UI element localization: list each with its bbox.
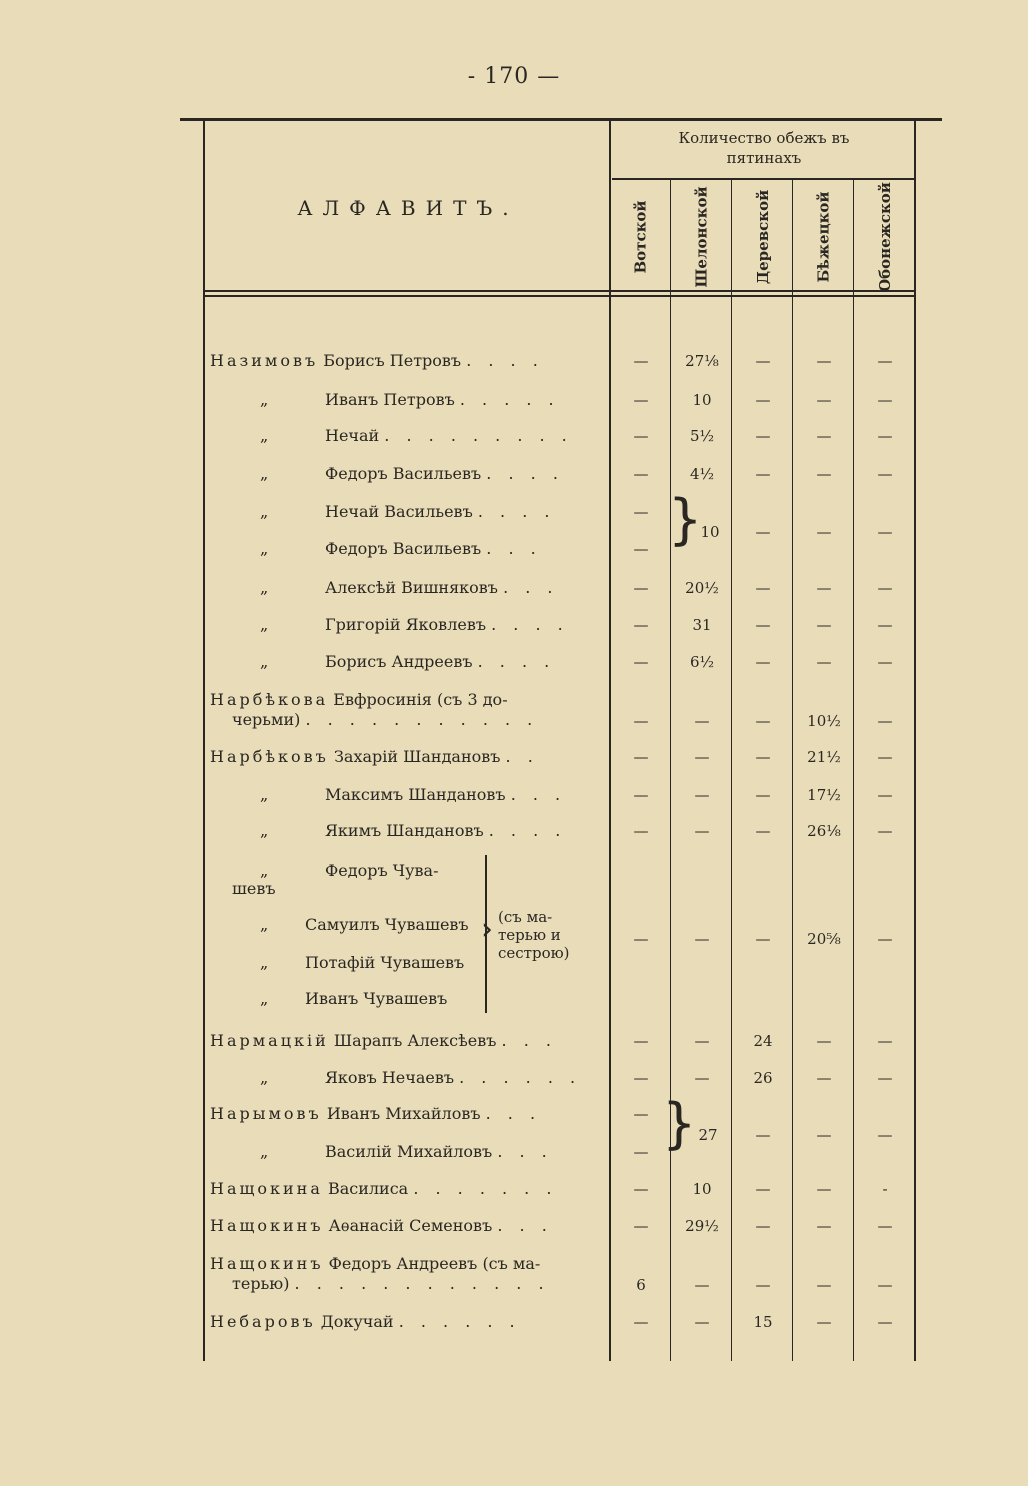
person-name: Назимовъ Борисъ Петровъ . . . .	[210, 351, 544, 370]
cell-votskoy: —	[633, 1217, 649, 1235]
cell-shelonskoy: 29½	[685, 1217, 719, 1235]
cell-shelonskoy: —	[694, 1032, 710, 1050]
person-name: Нарбѣковъ Захарій Шандановъ . .	[210, 747, 539, 766]
cell-derevskoy: —	[755, 1180, 771, 1198]
merged-derevskoy: —	[755, 1126, 771, 1144]
cell-shelonskoy: 31	[692, 616, 712, 634]
merged-derevskoy: —	[755, 523, 771, 541]
person-name: „ Федоръ Чува-	[260, 861, 439, 880]
cell-shelonskoy: 27⅛	[685, 352, 719, 370]
person-name: Нащокинъ Федоръ Андреевъ (съ ма-	[210, 1254, 541, 1273]
cell-obonezhskoy: —	[877, 579, 893, 597]
cell-derevskoy: —	[755, 822, 771, 840]
person-name: „ Потафій Чувашевъ	[260, 953, 465, 972]
cell-derevskoy: —	[755, 1276, 771, 1294]
cell-shelonskoy: 5½	[689, 427, 715, 445]
column-header-obonezhskoy: Обонежской	[876, 182, 894, 292]
table-row	[0, 710, 1028, 740]
table-row	[0, 1067, 1028, 1097]
alphabet-heading: АЛФАВИТЪ.	[297, 196, 519, 220]
cell-votskoy: —	[633, 1180, 649, 1198]
person-name-continuation: терью) . . . . . . . . . . . .	[232, 1274, 550, 1293]
cell-bezhetskoy: 21½	[807, 748, 841, 766]
cell-votskoy: —	[633, 1069, 649, 1087]
person-name: „ Якимъ Шандановъ . . . .	[260, 821, 567, 840]
cell-bezhetskoy: 10½	[807, 712, 841, 730]
cell-derevskoy: —	[755, 465, 771, 483]
cell-derevskoy: —	[755, 712, 771, 730]
cell-derevskoy: —	[755, 352, 771, 370]
cell-derevskoy: —	[755, 616, 771, 634]
cell-bezhetskoy: —	[816, 465, 832, 483]
cell-votskoy: —	[633, 1313, 649, 1331]
cell-votskoy: —	[633, 653, 649, 671]
person-name: „ Федоръ Васильевъ . . .	[260, 539, 542, 558]
top-rule	[180, 118, 942, 121]
cell-obonezhskoy: —	[877, 1069, 893, 1087]
cell-bezhetskoy: —	[816, 1180, 832, 1198]
table-row	[0, 614, 1028, 644]
cell-obonezhskoy: —	[877, 653, 893, 671]
cell-shelonskoy: 20½	[685, 579, 719, 597]
person-name: „ Григорій Яковлевъ . . . .	[260, 615, 569, 634]
table-row	[0, 389, 1028, 419]
cell-votskoy: —	[633, 1105, 649, 1123]
column-header-bezhetskoy: Бѣжецкой	[815, 191, 834, 283]
cell-obonezhskoy: —	[877, 465, 893, 483]
header-bottom-rule-2	[203, 295, 915, 297]
curly-brace-icon: ›	[481, 912, 493, 947]
table-row	[0, 1215, 1028, 1245]
table-row	[0, 746, 1028, 776]
cell-votskoy: —	[633, 352, 649, 370]
cell-derevskoy: 26	[753, 1069, 773, 1087]
cell-bezhetskoy: —	[816, 1217, 832, 1235]
person-name: „ Иванъ Петровъ . . . . .	[260, 390, 560, 409]
cell-votskoy: —	[633, 1032, 649, 1050]
column-header-shelonskoy: Шелонской	[693, 186, 712, 288]
cell-obonezhskoy: —	[877, 427, 893, 445]
table-row	[0, 1274, 1028, 1304]
left-border	[203, 121, 205, 1361]
cell-shelonskoy: —	[694, 1276, 710, 1294]
person-name: Нармацкій Шарапъ Алексѣевъ . . .	[210, 1031, 557, 1050]
cell-shelonskoy: —	[694, 786, 710, 804]
cell-shelonskoy: —	[694, 822, 710, 840]
cell-votskoy: —	[633, 391, 649, 409]
cell-bezhetskoy: —	[816, 616, 832, 634]
table-row	[0, 463, 1028, 493]
cell-derevskoy: —	[755, 391, 771, 409]
table-row	[0, 350, 1028, 380]
cell-obonezhskoy: —	[877, 391, 893, 409]
cell-votskoy: —	[633, 540, 649, 558]
cell-obonezhskoy: —	[877, 352, 893, 370]
table-row	[0, 425, 1028, 455]
person-name: „ Нечай . . . . . . . . .	[260, 426, 573, 445]
cell-bezhetskoy: —	[816, 352, 832, 370]
cell-obonezhskoy: —	[877, 616, 893, 634]
merged-obonezhskoy: —	[877, 1126, 893, 1144]
cell-bezhetskoy: 17½	[807, 786, 841, 804]
person-name: „ Алексѣй Вишняковъ . . .	[260, 578, 559, 597]
cell-derevskoy: —	[755, 748, 771, 766]
cell-bezhetskoy: —	[816, 1276, 832, 1294]
cell-bezhetskoy: —	[816, 1069, 832, 1087]
group-header-rule	[612, 178, 916, 180]
table-row	[0, 820, 1028, 850]
cell-bezhetskoy: —	[816, 391, 832, 409]
right-border	[914, 121, 916, 1361]
person-name: „ Нечай Васильевъ . . . .	[260, 502, 556, 521]
merged-obonezhskoy: —	[877, 523, 893, 541]
cell-obonezhskoy: —	[877, 1217, 893, 1235]
curly-brace-icon: }	[668, 488, 703, 551]
cell-derevskoy: 15	[753, 1313, 773, 1331]
cell-obonezhskoy: —	[877, 748, 893, 766]
column-group-title: Количество обежъ въ пятинахъ	[678, 129, 850, 167]
cell-derevskoy: —	[755, 427, 771, 445]
person-name: Нащокина Василиса . . . . . . .	[210, 1179, 558, 1198]
person-name: Небаровъ Докучай . . . . . .	[210, 1312, 521, 1331]
cell-votskoy: —	[633, 579, 649, 597]
merged-bezhetskoy: —	[816, 1126, 832, 1144]
cell-derevskoy: —	[755, 1217, 771, 1235]
cell-obonezhskoy: —	[877, 712, 893, 730]
merged-bezhetskoy: —	[816, 523, 832, 541]
curly-brace-icon: }	[662, 1092, 697, 1155]
cell-obonezhskoy: -	[882, 1180, 888, 1198]
person-name: Нарбѣкова Евфросинія (съ 3 до-	[210, 690, 508, 709]
person-name-continuation: шевъ	[232, 879, 276, 898]
cell-bezhetskoy: —	[816, 427, 832, 445]
cell-derevskoy: —	[755, 930, 771, 948]
table-row	[0, 577, 1028, 607]
cell-shelonskoy: 10	[692, 391, 712, 409]
cell-votskoy: —	[633, 822, 649, 840]
person-name: Нарымовъ Иванъ Михайловъ . . .	[210, 1104, 542, 1123]
table-row	[0, 651, 1028, 681]
cell-obonezhskoy: —	[877, 1276, 893, 1294]
person-name: Нащокинъ Аѳанасій Семеновъ . . .	[210, 1216, 553, 1235]
cell-shelonskoy: 10	[692, 1180, 712, 1198]
person-name: „ Самуилъ Чувашевъ	[260, 915, 469, 934]
cell-votskoy: —	[633, 786, 649, 804]
person-name-continuation: черьми) . . . . . . . . . . .	[232, 710, 539, 729]
cell-obonezhskoy: —	[877, 786, 893, 804]
person-name: „ Василій Михайловъ . . .	[260, 1142, 553, 1161]
merged-shelonskoy: 10	[700, 523, 720, 541]
cell-bezhetskoy: 20⅝	[807, 930, 841, 948]
cell-shelonskoy: —	[694, 712, 710, 730]
cell-shelonskoy: —	[694, 930, 710, 948]
cell-votskoy: —	[633, 712, 649, 730]
name-column-border	[609, 121, 611, 1361]
cell-obonezhskoy: —	[877, 1313, 893, 1331]
cell-shelonskoy: 6½	[689, 653, 715, 671]
cell-votskoy: —	[633, 465, 649, 483]
person-name: „ Иванъ Чувашевъ	[260, 989, 448, 1008]
column-header-votskoy: Вотской	[632, 200, 651, 274]
cell-shelonskoy: 4½	[689, 465, 715, 483]
table-row	[0, 1311, 1028, 1341]
person-name: „ Федоръ Васильевъ . . . .	[260, 464, 564, 483]
table-row	[0, 928, 1028, 958]
person-name: „ Яковъ Нечаевъ . . . . . .	[260, 1068, 582, 1087]
cell-votskoy: —	[633, 748, 649, 766]
column-header-derevskoy: Деревской	[754, 189, 772, 285]
cell-votskoy: —	[633, 930, 649, 948]
table-row	[0, 1030, 1028, 1060]
cell-bezhetskoy: 26⅛	[807, 822, 841, 840]
cell-obonezhskoy: —	[877, 930, 893, 948]
cell-votskoy: —	[633, 1143, 649, 1161]
cell-derevskoy: —	[755, 653, 771, 671]
cell-shelonskoy: —	[694, 1313, 710, 1331]
cell-derevskoy: —	[755, 786, 771, 804]
cell-shelonskoy: —	[694, 748, 710, 766]
cell-bezhetskoy: —	[816, 1313, 832, 1331]
merged-shelonskoy: 27	[698, 1126, 718, 1144]
table-row	[0, 1178, 1028, 1208]
cell-bezhetskoy: —	[816, 653, 832, 671]
cell-votskoy: 6	[636, 1276, 646, 1294]
cell-obonezhskoy: —	[877, 822, 893, 840]
cell-derevskoy: 24	[753, 1032, 773, 1050]
cell-derevskoy: —	[755, 579, 771, 597]
cell-votskoy: —	[633, 503, 649, 521]
person-name: „ Борисъ Андреевъ . . . .	[260, 652, 556, 671]
table-row	[0, 784, 1028, 814]
cell-bezhetskoy: —	[816, 1032, 832, 1050]
cell-obonezhskoy: —	[877, 1032, 893, 1050]
person-name: „ Максимъ Шандановъ . . .	[260, 785, 567, 804]
cell-votskoy: —	[633, 427, 649, 445]
cell-votskoy: —	[633, 616, 649, 634]
page-number: - 170 —	[467, 64, 561, 89]
cell-shelonskoy: —	[694, 1069, 710, 1087]
cell-bezhetskoy: —	[816, 579, 832, 597]
family-note: (съ ма- терью и сестрою)	[498, 908, 570, 962]
